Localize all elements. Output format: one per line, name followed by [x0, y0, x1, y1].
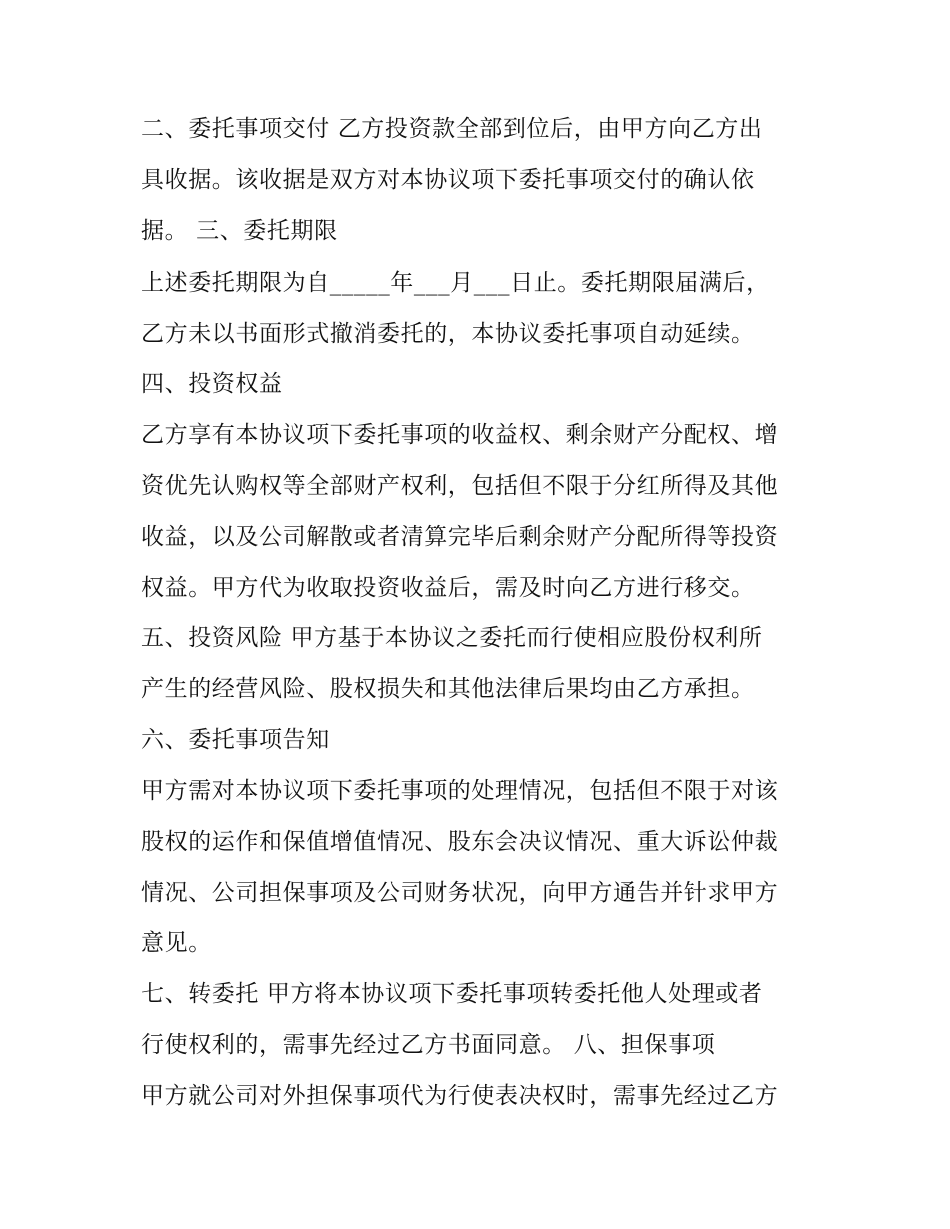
text-line: 七、转委托 甲方将本协议项下委托事项转委托他人处理或者 [141, 981, 763, 1007]
text-line: 收益，以及公司解散或者清算完毕后剩余财产分配所得等投资 [141, 524, 779, 550]
text-line: 具收据。该收据是双方对本协议项下委托事项交付的确认依 [141, 167, 755, 193]
section-heading: 四、投资权益 [141, 371, 283, 397]
text-line: 乙方未以书面形式撤消委托的，本协议委托事项自动延续。 [141, 321, 755, 347]
text-line: 资优先认购权等全部财产权利，包括但不限于分红所得及其他 [141, 473, 779, 499]
text-line: 二、委托事项交付 乙方投资款全部到位后，由甲方向乙方出 [141, 116, 763, 142]
text-line: 乙方享有本协议项下委托事项的收益权、剩余财产分配权、增 [141, 422, 779, 448]
section-heading: 六、委托事项告知 [141, 727, 330, 753]
text-line: 行使权利的，需事先经过乙方书面同意。 八、担保事项 [141, 1032, 716, 1058]
text-line: 意见。 [141, 930, 212, 956]
text-line: 情况、公司担保事项及公司财务状况，向甲方通告并针求甲方 [141, 880, 779, 906]
text-line: 产生的经营风险、股权损失和其他法律后果均由乙方承担。 [141, 676, 755, 702]
text-line: 甲方就公司对外担保事项代为行使表决权时，需事先经过乙方 [141, 1083, 779, 1109]
text-line: 据。 三、委托期限 [141, 218, 338, 244]
text-line: 股权的运作和保值增值情况、股东会决议情况、重大诉讼仲裁 [141, 829, 779, 855]
text-line: 五、投资风险 甲方基于本协议之委托而行使相应股份权利所 [141, 625, 763, 651]
text-line: 权益。甲方代为收取投资收益后，需及时向乙方进行移交。 [141, 575, 755, 601]
text-line: 上述委托期限为自_____年___月___日止。委托期限届满后， [141, 270, 770, 296]
text-line: 甲方需对本协议项下委托事项的处理情况，包括但不限于对该 [141, 778, 779, 804]
